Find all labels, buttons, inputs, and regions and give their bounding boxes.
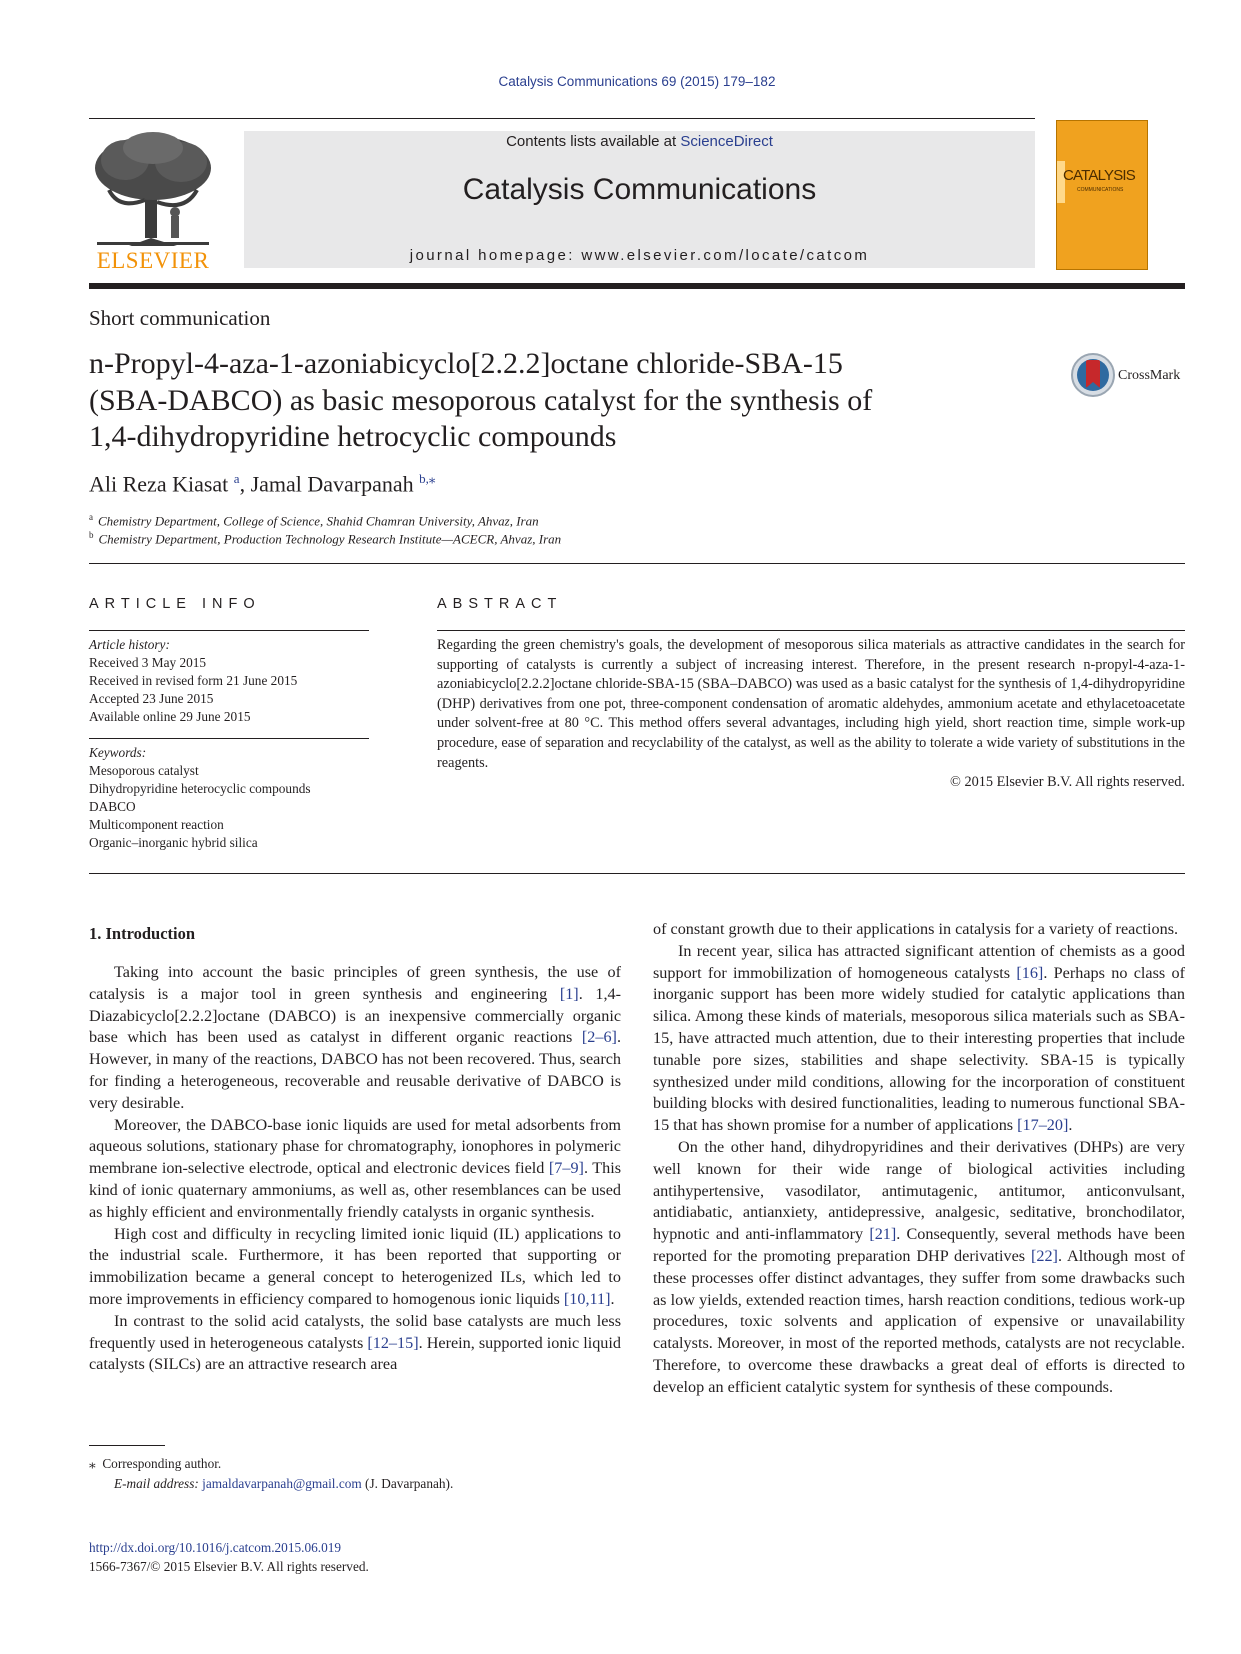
title-line: 1,4-dihydropyridine hetrocyclic compounds xyxy=(89,420,617,453)
paragraph xyxy=(89,1224,621,1311)
cover-subtitle: COMMUNICATIONS xyxy=(1077,187,1124,193)
abstract-heading: ABSTRACT xyxy=(437,596,563,612)
author-affil-mark[interactable]: b,⁎ xyxy=(419,471,436,486)
citation-link[interactable]: [22] xyxy=(1030,1246,1058,1265)
corresponding-author-note xyxy=(89,1454,453,1474)
keywords xyxy=(89,744,369,852)
banner-bottom-rule xyxy=(89,283,1185,289)
affiliation-mark: a xyxy=(89,512,93,522)
history-item: Received 3 May 2015 xyxy=(89,655,207,670)
keyword-item: Organic–inorganic hybrid silica xyxy=(89,835,258,850)
footnote xyxy=(89,1454,453,1493)
doi-link[interactable]: http://dx.doi.org/10.1016/j.catcom.2015.06.019 xyxy=(89,1540,342,1555)
abstract-text: Regarding the green chemistry's goals, the development of mesoporous silica materials as attractive candidates in the search for supporting of catalysts is currently a subject of increasing interest. Therefore, in the present research n-propyl-4-aza-1-azoniabicyclo[2.2.2]octane chloride-SBA-15 (SBA–DABCO) was used as a basic catalyst for the synthesis of 1,4-dihydropyridine (DHP) derivatives from one pot, three-component condensation of aromatic aldehydes, ammonium acetate and ethylacetoacetate under solvent-free at 80 °C. This method offers several advantages, including high yield, short reaction time, simple work-up procedure, ease of separation and recyclability of the catalyst, as well as the ability to tolerate a wide variety of substitutions in the reagents. xyxy=(437,637,1185,771)
keyword-item: Dihydropyridine heterocyclic compounds xyxy=(89,781,311,796)
keyword-item: Multicomponent reaction xyxy=(89,817,224,832)
running-head[interactable]: Catalysis Communications 69 (2015) 179–182 xyxy=(498,74,776,89)
keyword-item: DABCO xyxy=(89,799,136,814)
author-list xyxy=(89,471,435,497)
section-heading-introduction: 1. Introduction xyxy=(89,924,196,943)
affiliation-text: Chemistry Department, College of Science, Shahid Chamran University, Ahvaz, Iran xyxy=(98,513,539,529)
paragraph-text: . xyxy=(1068,1116,1073,1135)
footnote-rule xyxy=(89,1445,165,1446)
paragraph-text: . Herein, supported ionic liquid catalysts (SILCs) are an attractive research area xyxy=(89,1333,621,1374)
title-line: (SBA-DABCO) as basic mesoporous catalyst for the synthesis of xyxy=(89,383,873,417)
sciencedirect-link[interactable]: ScienceDirect xyxy=(680,133,773,150)
affiliation-text: Chemistry Department, Production Technology Research Institute—ACECR, Ahvaz, Iran xyxy=(98,531,562,547)
email-link[interactable]: jamaldavarpanah@gmail.com xyxy=(202,1475,362,1491)
email-label: E-mail address: xyxy=(114,1475,203,1491)
abstract xyxy=(437,636,1185,793)
paragraph-text: High cost and difficulty in recycling limited ionic liquid (IL) applications to the industrial scale. Furthermore, it has been reported that supporting or immobilization became a general concept to heterogenized ILs, which led to more improvements in efficiency compared to homogenous ionic liquids xyxy=(89,1224,621,1308)
citation-link[interactable]: [10,11] xyxy=(563,1289,611,1308)
citation-link[interactable]: [7–9] xyxy=(548,1159,584,1178)
abstract-bottom-rule xyxy=(89,873,1185,874)
article-history xyxy=(89,636,369,726)
header-rule xyxy=(89,118,1035,119)
paragraph-text: In contrast to the solid acid catalysts, the solid base catalysts are much less frequently used in heterogeneous catalysts xyxy=(89,1311,621,1352)
paragraph-text: . Perhaps no class of inorganic support has been more widely studied for catalytic applications than silica. Among these kinds of materials, mesoporous silica materials such as SBA-15, have attracted much attention, due to their interesting properties that include tunable pore sizes, stabilities and shape selectivity. SBA-15 is typically synthesized under mild conditions, allowing for the incorporation of constituent building blocks with desired functionalities, leading to numerous functional SBA-15 that has shown promise for a number of applications xyxy=(653,963,1186,1135)
contents-line xyxy=(244,133,1035,150)
email-line xyxy=(89,1474,453,1494)
paragraph xyxy=(89,1115,621,1224)
issn-line: 1566-7367/© 2015 Elsevier B.V. All rights reserved. xyxy=(89,1559,369,1574)
keywords-rule xyxy=(89,738,369,739)
history-item: Received in revised form 21 June 2015 xyxy=(89,673,298,688)
crossmark-label: CrossMark xyxy=(1118,368,1181,383)
affiliation-mark: b xyxy=(89,530,94,540)
elsevier-wordmark: ELSEVIER xyxy=(96,248,210,273)
affiliation-rule xyxy=(89,563,1185,564)
affiliation xyxy=(89,512,539,529)
article-info-heading: ARTICLE INFO xyxy=(89,596,261,612)
footnote-mark: ⁎ xyxy=(89,1456,96,1471)
footnote-text: Corresponding author. xyxy=(102,1456,222,1471)
citation-link[interactable]: [1] xyxy=(559,984,579,1003)
citation-link[interactable]: [2–6] xyxy=(581,1028,617,1047)
paragraph-text: . This kind of ionic quaternary ammoniums, as well as, other resemblances can be used as highly efficient and environmentally friendly catalysts in organic synthesis. xyxy=(89,1159,621,1221)
paragraph-text: of constant growth due to their applications in catalysis for a variety of reactions. xyxy=(653,920,1179,938)
paragraph xyxy=(89,962,621,1115)
author-name[interactable]: Jamal Davarpanah xyxy=(250,471,414,497)
citation-link[interactable]: [16] xyxy=(1016,963,1044,982)
contents-prefix: Contents lists available at xyxy=(506,133,681,150)
paragraph-text: . Although most of these processes offer distinct advantages, they suffer from some drawbacks such as low yields, extended reaction times, harsh reaction conditions, tedious work-up procedures, toxic solvents and application of expensive or unavailability catalysts. Moreover, in most of the reported methods, catalysts are not recyclable. Therefore, to overcome these drawbacks a great deal of efforts is directed to develop an efficient catalytic system for synthesis of these compounds. xyxy=(653,1246,1185,1396)
citation-link[interactable]: [17–20] xyxy=(1017,1116,1069,1135)
journal-cover-thumbnail[interactable] xyxy=(1056,120,1148,270)
crossmark-icon xyxy=(1070,352,1116,400)
affiliation xyxy=(89,530,561,547)
journal-name: Catalysis Communications xyxy=(462,173,817,206)
paragraph-text: . xyxy=(610,1289,615,1308)
crossmark-badge[interactable] xyxy=(1070,352,1190,402)
history-item: Available online 29 June 2015 xyxy=(89,709,251,724)
email-suffix: (J. Davarpanah). xyxy=(361,1475,454,1491)
paragraph xyxy=(653,941,1185,1137)
journal-homepage[interactable]: journal homepage: www.elsevier.com/locate/catcom xyxy=(409,247,870,264)
paragraph-text: On the other hand, dihydropyridines and their derivatives (DHPs) are very well known for their wide range of biological activities including antihypertensive, vasodilator, antimutagenic, antitumor, anticonvulsant, antidiabatic, antianxiety, antidepressive, analgesic, seditative, bronchodilator, hypnotic and anti-inflammatory xyxy=(653,1137,1185,1244)
paragraph xyxy=(89,1311,621,1376)
article-type: Short communication xyxy=(89,306,271,330)
abstract-rule xyxy=(437,630,1185,631)
paragraph-text: . However, in many of the reactions, DABCO has not been recovered. Thus, search for finding a heterogeneous, recoverable and reusable derivative of DABCO is very desirable. xyxy=(89,1028,621,1112)
paragraph-text: . 1,4-Diazabicyclo[2.2.2]octane (DABCO) is an inexpensive commercially organic base which has been used as catalyst in different organic reactions xyxy=(89,984,622,1047)
history-item: Accepted 23 June 2015 xyxy=(89,691,214,706)
paragraph xyxy=(653,919,1185,941)
paragraph-text: . Consequently, several methods have been reported for the promoting preparation DHP derivatives xyxy=(653,1225,1185,1265)
citation-link[interactable]: [12–15] xyxy=(367,1333,419,1352)
abstract-copyright: © 2015 Elsevier B.V. All rights reserved. xyxy=(950,774,1185,791)
cover-title: CATALYSIS xyxy=(1063,167,1135,184)
journal-banner xyxy=(244,131,1035,268)
citation-link[interactable]: [21] xyxy=(869,1225,897,1244)
keywords-label: Keywords: xyxy=(89,745,147,760)
title-line: n-Propyl-4-aza-1-azoniabicyclo[2.2.2]octane chloride-SBA-15 xyxy=(89,347,843,380)
article-title xyxy=(89,346,969,456)
paragraph-text: Moreover, the DABCO-base ionic liquids are used for metal adsorbents from aqueous solutions, stationary phase for chromatography, ionophores in polymeric membrane ion-selective electrode, optical and electronic devices field xyxy=(89,1115,621,1178)
article-info-rule xyxy=(89,630,369,631)
author-separator: , xyxy=(239,471,251,497)
history-label: Article history: xyxy=(89,637,170,652)
doi-block xyxy=(89,1538,369,1576)
paragraph-text: Taking into account the basic principles of green synthesis, the use of catalysis is a major tool in green synthesis and engineering xyxy=(89,963,621,1003)
body-column-right xyxy=(653,919,1185,1399)
paragraph xyxy=(653,1137,1185,1399)
keyword-item: Mesoporous catalyst xyxy=(89,763,199,778)
paragraph-text: In recent year, silica has attracted significant attention of chemists as a good support for immobilization of homogeneous catalysts xyxy=(653,941,1185,982)
author-affil-mark[interactable]: a xyxy=(233,471,240,486)
body-column-left xyxy=(89,962,621,1376)
author-name[interactable]: Ali Reza Kiasat xyxy=(89,471,229,497)
